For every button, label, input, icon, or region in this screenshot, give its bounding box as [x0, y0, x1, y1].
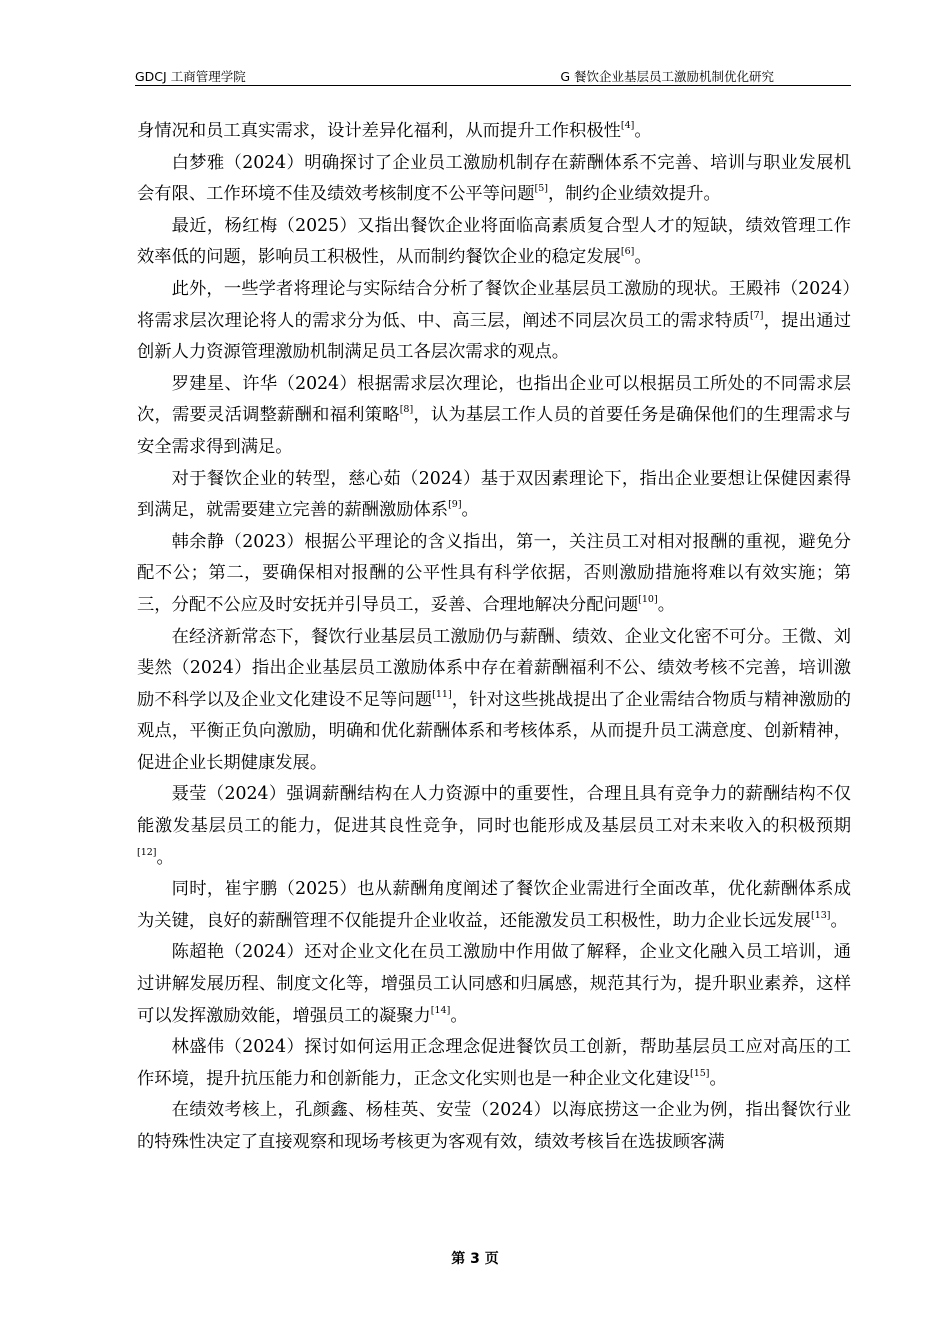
paragraph: 韩余静（2023）根据公平理论的含义指出，第一，关注员工对相对报酬的重视，避免分配不公；第二，要确保相对报酬的公平性具有科学依据，否则激励措施将难以有效实施；第三，分配不公应及时安抚并引导员工，妥善、合理地解决分配问题[10]。: [137, 531, 851, 615]
citation: [11]: [432, 688, 452, 700]
paragraph: 同时，崔宇鹏（2025）也从薪酬角度阐述了餐饮企业需进行全面改革，优化薪酬体系成为关键，良好的薪酬管理不仅能提升企业收益，还能激发员工积极性，助力企业长远发展[13]。: [137, 879, 851, 931]
paragraph: 最近，杨红梅（2025）又指出餐饮企业将面临高素质复合型人才的短缺，绩效管理工作效率低的问题，影响员工积极性，从而制约餐饮企业的稳定发展[6]。: [137, 215, 851, 268]
citation: [7]: [749, 309, 764, 321]
citation: [12]: [137, 846, 157, 858]
paragraph: 陈超艳（2024）还对企业文化在员工激励中作用做了解释，企业文化融入员工培训，通过讲解发展历程、制度文化等，增强员工认同感和归属感，规范其行为，提升职业素养，这样可以发挥激励效能，增强员工的凝聚力[14]。: [137, 942, 851, 1026]
paragraph: 对于餐饮企业的转型，慈心茹（2024）基于双因素理论下，指出企业要想让保健因素得到满足，就需要建立完善的薪酬激励体系[9]。: [137, 468, 851, 521]
paragraph: 罗建星、许华（2024）根据需求层次理论，也指出企业可以根据员工所处的不同需求层次，需要灵活调整薪酬和福利策略[8]，认为基层工作人员的首要任务是确保他们的生理需求与安全需求得到满足。: [137, 373, 851, 457]
header-thesis-title: G 餐饮企业基层员工激励机制优化研究: [560, 69, 774, 84]
citation: [15]: [690, 1067, 710, 1079]
paragraph: 在绩效考核上，孔颜鑫、杨桂英、安莹（2024）以海底捞这一企业为例，指出餐饮行业的特殊性决定了直接观察和现场考核更为客观有效，绩效考核旨在选拔顾客满: [137, 1100, 851, 1152]
paragraph: 林盛伟（2024）探讨如何运用正念理念促进餐饮员工创新，帮助基层员工应对高压的工作环境，提升抗压能力和创新能力，正念文化实则也是一种企业文化建设[15]。: [137, 1037, 851, 1089]
citation: [10]: [638, 593, 658, 605]
page-header: [135, 66, 851, 86]
citation: [5]: [534, 183, 548, 195]
paragraph: 此外，一些学者将理论与实际结合分析了餐饮企业基层员工激励的现状。王殿祎（2024）将需求层次理论将人的需求分为低、中、高三层，阐述不同层次员工的需求特质[7]，提出通过创新人力资源管理激励机制满足员工各层次需求的观点。: [137, 278, 851, 363]
citation: [6]: [620, 246, 635, 258]
paragraph: 在经济新常态下，餐饮行业基层员工激励仍与薪酬、绩效、企业文化密不可分。王微、刘斐然（2024）指出企业基层员工激励体系中存在着薪酬福利不公、绩效考核不完善，培训激励不科学以及企业文化建设不足等问题[11]，针对这些挑战提出了企业需结合物质与精神激励的观点，平衡正负向激励，明确和优化薪酬体系和考核体系，从而提升员工满意度、创新精神，促进企业长期健康发展。: [137, 626, 851, 773]
paragraph: 身情况和员工真实需求，设计差异化福利，从而提升工作积极性[4]。: [137, 120, 652, 141]
citation: [13]: [810, 909, 831, 921]
citation: [8]: [399, 404, 414, 416]
header-institution: GDCJ 工商管理学院: [135, 69, 246, 84]
page-number: 第 3 页: [451, 1251, 499, 1267]
paragraph: 白梦雅（2024）明确探讨了企业员工激励机制存在薪酬体系不完善、培训与职业发展机会有限、工作环境不佳及绩效考核制度不公平等问题[5]，制约企业绩效提升。: [137, 152, 851, 205]
citation: [14]: [430, 1004, 451, 1016]
citation: [9]: [448, 499, 462, 511]
body-text: [137, 116, 851, 1159]
paragraph: 聂莹（2024）强调薪酬结构在人力资源中的重要性，合理且具有竞争力的薪酬结构不仅能激发基层员工的能力，促进其良性竞争，同时也能形成及基层员工对未来收入的积极预期[12]。: [137, 784, 851, 868]
citation: [4]: [620, 120, 635, 131]
